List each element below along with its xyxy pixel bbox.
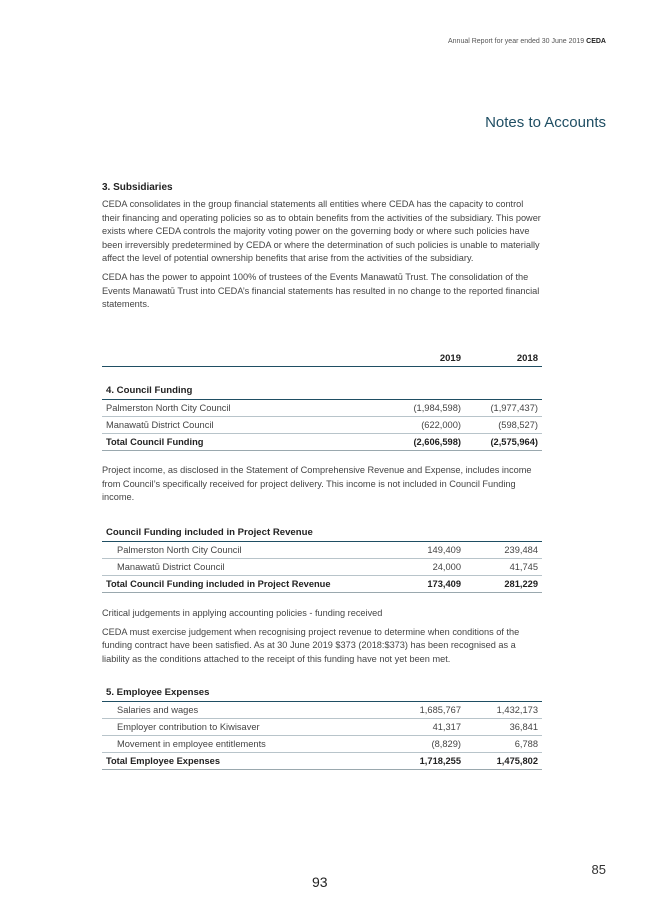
value-2018: 1,475,802 [496, 756, 538, 766]
year-2019-header: 2019 [439, 353, 461, 364]
table-row [102, 736, 542, 753]
row-label: Total Council Funding included in Project Revenue [106, 579, 331, 589]
total-row [102, 753, 542, 770]
page-title: Notes to Accounts [485, 114, 606, 131]
report-title: Annual Report for year ended 30 June 2019 [447, 38, 585, 45]
row-label: Palmerston North City Council [117, 545, 242, 555]
total-row [102, 576, 542, 593]
value-2019: 41,317 [432, 722, 461, 732]
subsidiaries-section [102, 182, 542, 312]
table-row [102, 719, 542, 736]
value-2018: 239,484 [504, 545, 538, 555]
value-2019: (1,984,598) [413, 403, 461, 413]
org-name: CEDA [586, 38, 606, 45]
project-income-note [102, 464, 542, 505]
table-row [102, 400, 542, 417]
council-funding-table [102, 383, 542, 451]
value-2018: 6,788 [514, 739, 538, 749]
year-header [102, 350, 542, 367]
subsidiaries-paragraph-2: CEDA has the power to appoint 100% of trustees of the Events Manawatū Trust. The consolidation of the Events Manawatū Trust into CEDA’s financial statements has resulted in no change to the reported financial statements. [102, 271, 540, 310]
value-2019: 173,409 [427, 579, 461, 589]
project-income-paragraph: Project income, as disclosed in the Statement of Comprehensive Revenue and Expense, includes income from Council’s specifically received for project delivery. This income is not included in Council Funding income. [102, 465, 532, 503]
row-label: Palmerston North City Council [106, 403, 231, 413]
total-row [102, 434, 542, 451]
table-row [102, 542, 542, 559]
subsidiaries-heading: 3. Subsidiaries [102, 182, 173, 193]
row-label: Total Council Funding [106, 437, 204, 447]
value-2019: (2,606,598) [413, 437, 461, 447]
table-row [102, 417, 542, 434]
table-row [102, 559, 542, 576]
value-2018: (2,575,964) [490, 437, 538, 447]
value-2018: 281,229 [504, 579, 538, 589]
value-2018: 1,432,173 [496, 705, 538, 715]
running-header [448, 38, 606, 45]
table-row [102, 702, 542, 719]
critical-judgements-note [102, 607, 542, 666]
project-revenue-table [102, 525, 542, 593]
table-title: Council Funding included in Project Revenue [102, 525, 542, 542]
value-2019: 1,718,255 [419, 756, 461, 766]
value-2019: (622,000) [421, 420, 461, 430]
value-2019: (8,829) [431, 739, 461, 749]
row-label: Manawatū District Council [106, 420, 214, 430]
employee-expenses-table [102, 685, 542, 770]
row-label: Movement in employee entitlements [117, 739, 266, 749]
year-2018-header: 2018 [516, 353, 538, 364]
subsidiaries-paragraph-1: CEDA consolidates in the group financial statements all entities where CEDA has the capacity to control their financing and operating policies so as to obtain benefits from the activities of the subsidiary. This power exists where CEDA controls the majority voting power on the governing body or where such policies have been irreversibly predetermined by CEDA or where the determination of such policies is unable to materially affect the level of potential ownership benefits that arise from the activities of the subsidiary. [102, 199, 541, 264]
value-2018: (598,527) [498, 420, 538, 430]
value-2018: (1,977,437) [490, 403, 538, 413]
row-label: Total Employee Expenses [106, 756, 221, 766]
row-label: Employer contribution to Kiwisaver [117, 722, 260, 732]
document-page-number: 93 [312, 874, 328, 890]
critical-heading: Critical judgements in applying accounting policies - funding received [102, 608, 383, 618]
value-2019: 149,409 [427, 545, 461, 555]
table-title: 5. Employee Expenses [102, 685, 542, 702]
value-2018: 36,841 [509, 722, 538, 732]
row-label: Salaries and wages [117, 705, 199, 715]
value-2019: 24,000 [432, 562, 461, 572]
value-2019: 1,685,767 [419, 705, 461, 715]
page-number: 85 [591, 862, 606, 877]
value-2018: 41,745 [509, 562, 538, 572]
table-title: 4. Council Funding [102, 383, 542, 400]
row-label: Manawatū District Council [117, 562, 225, 572]
critical-paragraph: CEDA must exercise judgement when recognising project revenue to determine when conditions of the funding contract have been satisfied. As at 30 June 2019 $373 (2018:$373) has been recognised as a liability as the conditions attached to the receipt of this funding have not yet been met. [102, 626, 520, 664]
